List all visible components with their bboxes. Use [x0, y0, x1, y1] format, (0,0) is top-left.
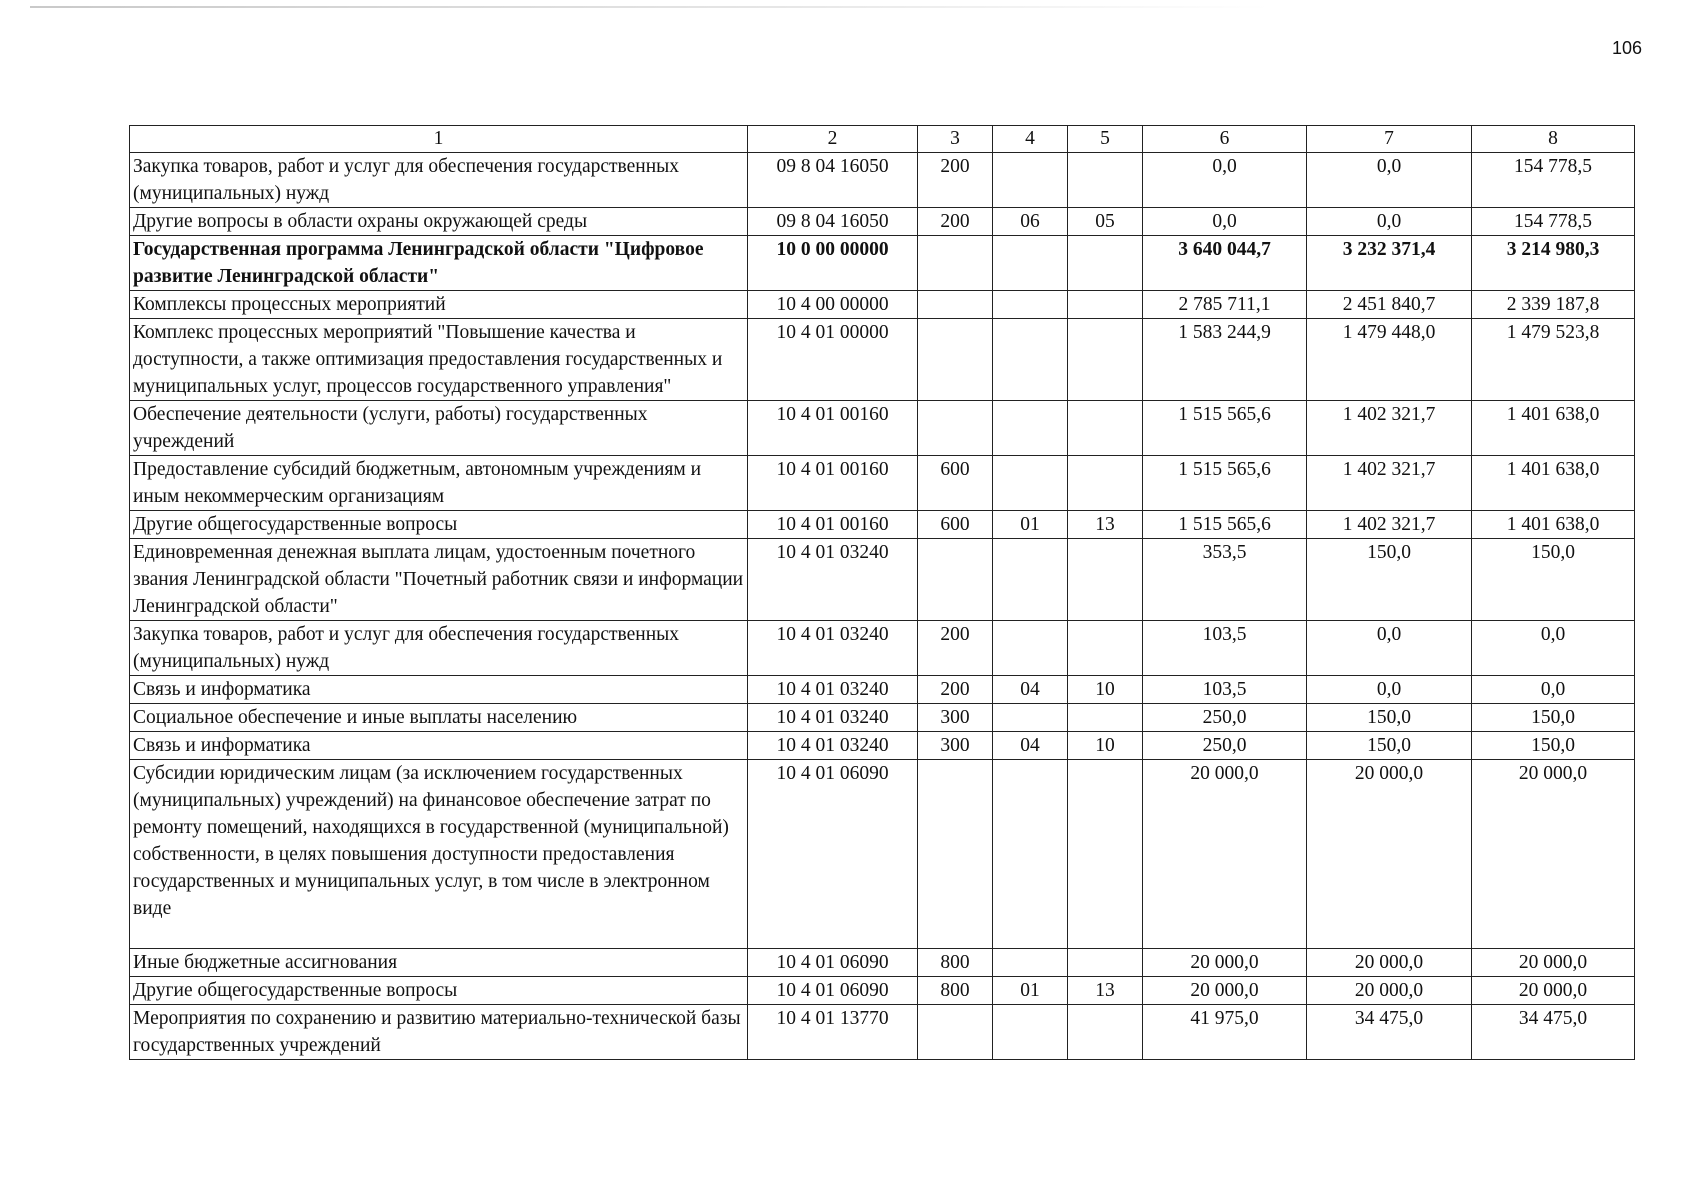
expense-type-cell: 300 — [918, 732, 993, 760]
amount-year3-cell: 150,0 — [1472, 704, 1635, 732]
subsection-cell — [1068, 949, 1143, 977]
expense-type-cell — [918, 236, 993, 291]
amount-year1-cell: 1 515 565,6 — [1143, 456, 1307, 511]
section-cell — [993, 319, 1068, 401]
section-cell — [993, 539, 1068, 621]
expense-type-cell — [918, 319, 993, 401]
amount-year1-cell: 353,5 — [1143, 539, 1307, 621]
row-name-cell: Связь и информатика — [130, 732, 748, 760]
table-row — [130, 456, 1635, 511]
target-article-cell: 10 4 01 03240 — [748, 621, 918, 676]
target-article-cell: 10 4 01 06090 — [748, 949, 918, 977]
section-cell — [993, 291, 1068, 319]
amount-year3-cell: 34 475,0 — [1472, 1005, 1635, 1060]
amount-year3-cell: 154 778,5 — [1472, 208, 1635, 236]
row-name-cell: Закупка товаров, работ и услуг для обеспечения государственных (муниципальных) нужд — [130, 621, 748, 676]
table-row — [130, 291, 1635, 319]
section-cell — [993, 401, 1068, 456]
subsection-cell — [1068, 401, 1143, 456]
amount-year1-cell: 1 515 565,6 — [1143, 511, 1307, 539]
target-article-cell: 10 4 01 13770 — [748, 1005, 918, 1060]
page-number: 106 — [1611, 38, 1642, 58]
subsection-cell — [1068, 236, 1143, 291]
row-name-cell: Государственная программа Ленинградской области "Цифровое развитие Ленинградской области" — [130, 236, 748, 291]
amount-year2-cell: 150,0 — [1307, 704, 1472, 732]
column-header: 1 — [130, 126, 748, 153]
target-article-cell: 10 4 01 00160 — [748, 456, 918, 511]
section-cell — [993, 153, 1068, 208]
amount-year1-cell: 0,0 — [1143, 208, 1307, 236]
section-cell — [993, 760, 1068, 949]
subsection-cell: 10 — [1068, 732, 1143, 760]
row-name-cell: Комплекс процессных мероприятий "Повышение качества и доступности, а также оптимизация предоставления государственных и муниципальных услуг, процессов государственного управления" — [130, 319, 748, 401]
row-name-cell: Иные бюджетные ассигнования — [130, 949, 748, 977]
amount-year2-cell: 1 402 321,7 — [1307, 401, 1472, 456]
column-header: 7 — [1307, 126, 1472, 153]
expense-type-cell — [918, 401, 993, 456]
subsection-cell — [1068, 1005, 1143, 1060]
row-name-cell: Комплексы процессных мероприятий — [130, 291, 748, 319]
subsection-cell: 05 — [1068, 208, 1143, 236]
subsection-cell — [1068, 539, 1143, 621]
target-article-cell: 10 4 01 03240 — [748, 732, 918, 760]
budget-table — [129, 125, 1635, 1060]
target-article-cell: 10 4 01 00160 — [748, 401, 918, 456]
table-row — [130, 949, 1635, 977]
amount-year1-cell: 3 640 044,7 — [1143, 236, 1307, 291]
expense-type-cell: 800 — [918, 977, 993, 1005]
row-name-cell: Социальное обеспечение и иные выплаты населению — [130, 704, 748, 732]
target-article-cell: 09 8 04 16050 — [748, 153, 918, 208]
table-row — [130, 236, 1635, 291]
row-name-cell: Другие вопросы в области охраны окружающей среды — [130, 208, 748, 236]
amount-year1-cell: 0,0 — [1143, 153, 1307, 208]
amount-year2-cell: 150,0 — [1307, 732, 1472, 760]
amount-year3-cell: 20 000,0 — [1472, 760, 1635, 949]
scan-edge-line — [30, 6, 1270, 8]
table-row — [130, 208, 1635, 236]
amount-year3-cell: 1 401 638,0 — [1472, 456, 1635, 511]
subsection-cell: 13 — [1068, 511, 1143, 539]
expense-type-cell: 200 — [918, 621, 993, 676]
expense-type-cell: 800 — [918, 949, 993, 977]
amount-year1-cell: 20 000,0 — [1143, 977, 1307, 1005]
table-row — [130, 539, 1635, 621]
column-header: 5 — [1068, 126, 1143, 153]
amount-year1-cell: 41 975,0 — [1143, 1005, 1307, 1060]
amount-year2-cell: 2 451 840,7 — [1307, 291, 1472, 319]
amount-year1-cell: 20 000,0 — [1143, 949, 1307, 977]
table-row — [130, 676, 1635, 704]
table-row — [130, 511, 1635, 539]
amount-year2-cell: 1 402 321,7 — [1307, 456, 1472, 511]
section-cell — [993, 621, 1068, 676]
section-cell: 04 — [993, 676, 1068, 704]
target-article-cell: 10 4 01 00160 — [748, 511, 918, 539]
section-cell: 01 — [993, 511, 1068, 539]
section-cell: 06 — [993, 208, 1068, 236]
amount-year3-cell: 0,0 — [1472, 621, 1635, 676]
subsection-cell — [1068, 153, 1143, 208]
amount-year1-cell: 2 785 711,1 — [1143, 291, 1307, 319]
target-article-cell: 09 8 04 16050 — [748, 208, 918, 236]
table-row — [130, 760, 1635, 949]
row-name-cell: Обеспечение деятельности (услуги, работы) государственных учреждений — [130, 401, 748, 456]
expense-type-cell — [918, 760, 993, 949]
amount-year2-cell: 1 479 448,0 — [1307, 319, 1472, 401]
amount-year3-cell: 154 778,5 — [1472, 153, 1635, 208]
table-row — [130, 153, 1635, 208]
expense-type-cell — [918, 1005, 993, 1060]
amount-year3-cell: 3 214 980,3 — [1472, 236, 1635, 291]
subsection-cell — [1068, 704, 1143, 732]
column-header: 4 — [993, 126, 1068, 153]
expense-type-cell: 200 — [918, 208, 993, 236]
target-article-cell: 10 4 01 03240 — [748, 676, 918, 704]
row-name-cell: Предоставление субсидий бюджетным, автономным учреждениям и иным некоммерческим организациям — [130, 456, 748, 511]
target-article-cell: 10 4 01 06090 — [748, 977, 918, 1005]
row-name-cell: Мероприятия по сохранению и развитию материально-технической базы государственных учреждений — [130, 1005, 748, 1060]
table-row — [130, 1005, 1635, 1060]
column-number-row — [130, 126, 1635, 153]
column-header: 2 — [748, 126, 918, 153]
section-cell — [993, 1005, 1068, 1060]
amount-year1-cell: 1 515 565,6 — [1143, 401, 1307, 456]
subsection-cell — [1068, 760, 1143, 949]
amount-year3-cell: 150,0 — [1472, 539, 1635, 621]
section-cell — [993, 949, 1068, 977]
row-name-cell: Субсидии юридическим лицам (за исключением государственных (муниципальных) учреждений) на финансовое обеспечение затрат по ремонту помещений, находящихся в государственной (муниципальной) собственности, в целях повышения доступности предоставления государственных и муниципальных услуг, в том числе в электронном виде — [130, 760, 748, 949]
expense-type-cell: 600 — [918, 456, 993, 511]
row-name-cell: Другие общегосударственные вопросы — [130, 511, 748, 539]
amount-year2-cell: 0,0 — [1307, 208, 1472, 236]
amount-year3-cell: 2 339 187,8 — [1472, 291, 1635, 319]
amount-year2-cell: 1 402 321,7 — [1307, 511, 1472, 539]
amount-year3-cell: 1 401 638,0 — [1472, 511, 1635, 539]
section-cell: 01 — [993, 977, 1068, 1005]
amount-year3-cell: 0,0 — [1472, 676, 1635, 704]
target-article-cell: 10 4 00 00000 — [748, 291, 918, 319]
amount-year3-cell: 20 000,0 — [1472, 977, 1635, 1005]
amount-year1-cell: 250,0 — [1143, 704, 1307, 732]
amount-year1-cell: 250,0 — [1143, 732, 1307, 760]
target-article-cell: 10 4 01 00000 — [748, 319, 918, 401]
amount-year2-cell: 150,0 — [1307, 539, 1472, 621]
table-row — [130, 319, 1635, 401]
column-header: 8 — [1472, 126, 1635, 153]
amount-year2-cell: 20 000,0 — [1307, 949, 1472, 977]
table-row — [130, 977, 1635, 1005]
amount-year3-cell: 1 401 638,0 — [1472, 401, 1635, 456]
target-article-cell: 10 4 01 06090 — [748, 760, 918, 949]
section-cell — [993, 456, 1068, 511]
subsection-cell — [1068, 291, 1143, 319]
amount-year3-cell: 150,0 — [1472, 732, 1635, 760]
subsection-cell — [1068, 456, 1143, 511]
expense-type-cell: 200 — [918, 676, 993, 704]
amount-year1-cell: 1 583 244,9 — [1143, 319, 1307, 401]
table-row — [130, 732, 1635, 760]
subsection-cell: 13 — [1068, 977, 1143, 1005]
amount-year1-cell: 103,5 — [1143, 621, 1307, 676]
section-cell — [993, 236, 1068, 291]
table-body — [130, 153, 1635, 1060]
subsection-cell — [1068, 621, 1143, 676]
amount-year2-cell: 34 475,0 — [1307, 1005, 1472, 1060]
column-header: 3 — [918, 126, 993, 153]
amount-year3-cell: 20 000,0 — [1472, 949, 1635, 977]
subsection-cell — [1068, 319, 1143, 401]
amount-year2-cell: 0,0 — [1307, 153, 1472, 208]
table-row — [130, 401, 1635, 456]
expense-type-cell: 200 — [918, 153, 993, 208]
amount-year1-cell: 20 000,0 — [1143, 760, 1307, 949]
target-article-cell: 10 4 01 03240 — [748, 539, 918, 621]
amount-year2-cell: 0,0 — [1307, 676, 1472, 704]
amount-year1-cell: 103,5 — [1143, 676, 1307, 704]
section-cell: 04 — [993, 732, 1068, 760]
column-header: 6 — [1143, 126, 1307, 153]
amount-year2-cell: 0,0 — [1307, 621, 1472, 676]
row-name-cell: Другие общегосударственные вопросы — [130, 977, 748, 1005]
row-name-cell: Закупка товаров, работ и услуг для обеспечения государственных (муниципальных) нужд — [130, 153, 748, 208]
expense-type-cell — [918, 539, 993, 621]
amount-year2-cell: 3 232 371,4 — [1307, 236, 1472, 291]
expense-type-cell: 600 — [918, 511, 993, 539]
table-row — [130, 704, 1635, 732]
amount-year3-cell: 1 479 523,8 — [1472, 319, 1635, 401]
amount-year2-cell: 20 000,0 — [1307, 760, 1472, 949]
amount-year2-cell: 20 000,0 — [1307, 977, 1472, 1005]
expense-type-cell: 300 — [918, 704, 993, 732]
subsection-cell: 10 — [1068, 676, 1143, 704]
target-article-cell: 10 4 01 03240 — [748, 704, 918, 732]
row-name-cell: Единовременная денежная выплата лицам, удостоенным почетного звания Ленинградской области "Почетный работник связи и информации Ленинградской области" — [130, 539, 748, 621]
section-cell — [993, 704, 1068, 732]
expense-type-cell — [918, 291, 993, 319]
row-name-cell: Связь и информатика — [130, 676, 748, 704]
target-article-cell: 10 0 00 00000 — [748, 236, 918, 291]
table-row — [130, 621, 1635, 676]
